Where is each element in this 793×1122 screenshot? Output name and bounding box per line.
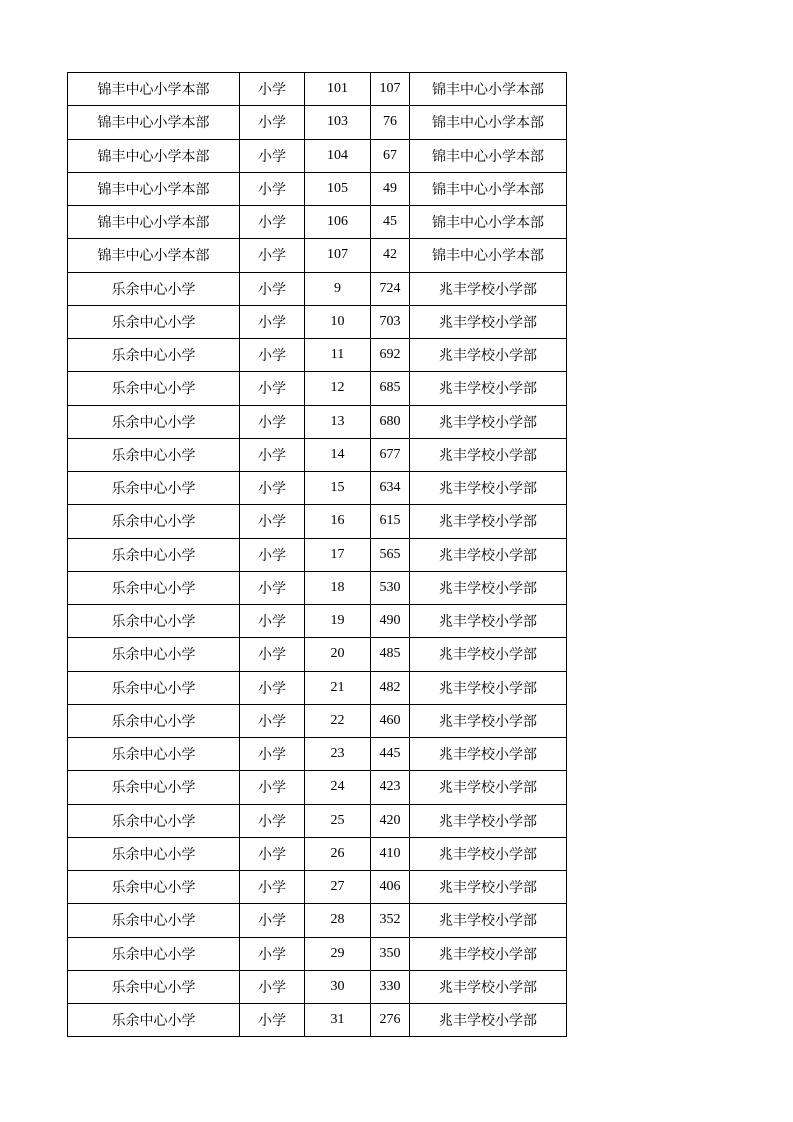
count-cell: 350 <box>371 937 410 970</box>
school-cell: 乐余中心小学 <box>68 339 240 372</box>
level-cell: 小学 <box>240 339 305 372</box>
count-cell: 482 <box>371 671 410 704</box>
assigned-school-cell: 兆丰学校小学部 <box>410 372 567 405</box>
level-cell: 小学 <box>240 704 305 737</box>
rank-cell: 27 <box>305 871 371 904</box>
rank-cell: 18 <box>305 571 371 604</box>
rank-cell: 11 <box>305 339 371 372</box>
count-cell: 703 <box>371 305 410 338</box>
rank-cell: 10 <box>305 305 371 338</box>
rank-cell: 23 <box>305 738 371 771</box>
count-cell: 76 <box>371 106 410 139</box>
level-cell: 小学 <box>240 505 305 538</box>
assigned-school-cell: 兆丰学校小学部 <box>410 272 567 305</box>
assigned-school-cell: 兆丰学校小学部 <box>410 405 567 438</box>
assigned-school-cell: 兆丰学校小学部 <box>410 1004 567 1037</box>
level-cell: 小学 <box>240 472 305 505</box>
count-cell: 352 <box>371 904 410 937</box>
rank-cell: 19 <box>305 605 371 638</box>
level-cell: 小学 <box>240 1004 305 1037</box>
level-cell: 小学 <box>240 172 305 205</box>
school-cell: 乐余中心小学 <box>68 305 240 338</box>
count-cell: 45 <box>371 206 410 239</box>
count-cell: 330 <box>371 970 410 1003</box>
count-cell: 67 <box>371 139 410 172</box>
school-cell: 乐余中心小学 <box>68 937 240 970</box>
count-cell: 49 <box>371 172 410 205</box>
level-cell: 小学 <box>240 937 305 970</box>
level-cell: 小学 <box>240 871 305 904</box>
count-cell: 460 <box>371 704 410 737</box>
school-cell: 乐余中心小学 <box>68 438 240 471</box>
rank-cell: 104 <box>305 139 371 172</box>
count-cell: 692 <box>371 339 410 372</box>
count-cell: 724 <box>371 272 410 305</box>
assigned-school-cell: 兆丰学校小学部 <box>410 937 567 970</box>
level-cell: 小学 <box>240 272 305 305</box>
assigned-school-cell: 兆丰学校小学部 <box>410 605 567 638</box>
rank-cell: 30 <box>305 970 371 1003</box>
school-cell: 锦丰中心小学本部 <box>68 239 240 272</box>
level-cell: 小学 <box>240 771 305 804</box>
school-cell: 乐余中心小学 <box>68 472 240 505</box>
rank-cell: 101 <box>305 73 371 106</box>
rank-cell: 103 <box>305 106 371 139</box>
school-cell: 乐余中心小学 <box>68 372 240 405</box>
count-cell: 420 <box>371 804 410 837</box>
level-cell: 小学 <box>240 538 305 571</box>
rank-cell: 106 <box>305 206 371 239</box>
assigned-school-cell: 兆丰学校小学部 <box>410 771 567 804</box>
rank-cell: 105 <box>305 172 371 205</box>
assigned-school-cell: 兆丰学校小学部 <box>410 505 567 538</box>
level-cell: 小学 <box>240 206 305 239</box>
school-cell: 乐余中心小学 <box>68 671 240 704</box>
count-cell: 565 <box>371 538 410 571</box>
school-cell: 乐余中心小学 <box>68 771 240 804</box>
table-row <box>68 871 567 904</box>
level-cell: 小学 <box>240 73 305 106</box>
count-cell: 680 <box>371 405 410 438</box>
rank-cell: 28 <box>305 904 371 937</box>
rank-cell: 29 <box>305 937 371 970</box>
level-cell: 小学 <box>240 405 305 438</box>
table-row <box>68 239 567 272</box>
table-row <box>68 804 567 837</box>
table-row <box>68 538 567 571</box>
table-row <box>68 571 567 604</box>
school-cell: 锦丰中心小学本部 <box>68 172 240 205</box>
assigned-school-cell: 兆丰学校小学部 <box>410 804 567 837</box>
table-row <box>68 172 567 205</box>
assigned-school-cell: 兆丰学校小学部 <box>410 472 567 505</box>
assigned-school-cell: 锦丰中心小学本部 <box>410 239 567 272</box>
school-cell: 乐余中心小学 <box>68 1004 240 1037</box>
table-row <box>68 405 567 438</box>
level-cell: 小学 <box>240 372 305 405</box>
table-row <box>68 1004 567 1037</box>
level-cell: 小学 <box>240 139 305 172</box>
school-cell: 乐余中心小学 <box>68 704 240 737</box>
assigned-school-cell: 锦丰中心小学本部 <box>410 73 567 106</box>
table-row <box>68 738 567 771</box>
table-row <box>68 139 567 172</box>
table-row <box>68 970 567 1003</box>
assigned-school-cell: 锦丰中心小学本部 <box>410 139 567 172</box>
table-row <box>68 272 567 305</box>
school-cell: 乐余中心小学 <box>68 970 240 1003</box>
table-row <box>68 837 567 870</box>
school-cell: 乐余中心小学 <box>68 871 240 904</box>
table-row <box>68 605 567 638</box>
assigned-school-cell: 锦丰中心小学本部 <box>410 106 567 139</box>
table-row <box>68 438 567 471</box>
table-row <box>68 206 567 239</box>
school-cell: 锦丰中心小学本部 <box>68 106 240 139</box>
count-cell: 677 <box>371 438 410 471</box>
assigned-school-cell: 兆丰学校小学部 <box>410 339 567 372</box>
count-cell: 615 <box>371 505 410 538</box>
count-cell: 107 <box>371 73 410 106</box>
table-row <box>68 372 567 405</box>
level-cell: 小学 <box>240 438 305 471</box>
assigned-school-cell: 兆丰学校小学部 <box>410 305 567 338</box>
table-row <box>68 904 567 937</box>
level-cell: 小学 <box>240 239 305 272</box>
assigned-school-cell: 兆丰学校小学部 <box>410 871 567 904</box>
count-cell: 423 <box>371 771 410 804</box>
rank-cell: 20 <box>305 638 371 671</box>
rank-cell: 14 <box>305 438 371 471</box>
rank-cell: 21 <box>305 671 371 704</box>
count-cell: 445 <box>371 738 410 771</box>
assigned-school-cell: 兆丰学校小学部 <box>410 738 567 771</box>
rank-cell: 24 <box>305 771 371 804</box>
rank-cell: 22 <box>305 704 371 737</box>
school-cell: 乐余中心小学 <box>68 405 240 438</box>
assigned-school-cell: 兆丰学校小学部 <box>410 571 567 604</box>
school-cell: 乐余中心小学 <box>68 605 240 638</box>
count-cell: 276 <box>371 1004 410 1037</box>
level-cell: 小学 <box>240 904 305 937</box>
school-cell: 乐余中心小学 <box>68 571 240 604</box>
count-cell: 42 <box>371 239 410 272</box>
level-cell: 小学 <box>240 605 305 638</box>
count-cell: 485 <box>371 638 410 671</box>
table-row <box>68 638 567 671</box>
rank-cell: 26 <box>305 837 371 870</box>
assigned-school-cell: 兆丰学校小学部 <box>410 837 567 870</box>
assigned-school-cell: 兆丰学校小学部 <box>410 538 567 571</box>
table-row <box>68 339 567 372</box>
rank-cell: 31 <box>305 1004 371 1037</box>
school-cell: 乐余中心小学 <box>68 505 240 538</box>
level-cell: 小学 <box>240 106 305 139</box>
school-cell: 锦丰中心小学本部 <box>68 73 240 106</box>
level-cell: 小学 <box>240 837 305 870</box>
count-cell: 406 <box>371 871 410 904</box>
assigned-school-cell: 兆丰学校小学部 <box>410 970 567 1003</box>
school-cell: 乐余中心小学 <box>68 904 240 937</box>
table-row <box>68 305 567 338</box>
assigned-school-cell: 兆丰学校小学部 <box>410 671 567 704</box>
school-cell: 乐余中心小学 <box>68 538 240 571</box>
rank-cell: 15 <box>305 472 371 505</box>
level-cell: 小学 <box>240 804 305 837</box>
table-row <box>68 937 567 970</box>
count-cell: 685 <box>371 372 410 405</box>
table-row <box>68 771 567 804</box>
school-cell: 乐余中心小学 <box>68 638 240 671</box>
rank-cell: 9 <box>305 272 371 305</box>
level-cell: 小学 <box>240 638 305 671</box>
assigned-school-cell: 锦丰中心小学本部 <box>410 206 567 239</box>
rank-cell: 25 <box>305 804 371 837</box>
count-cell: 530 <box>371 571 410 604</box>
level-cell: 小学 <box>240 738 305 771</box>
level-cell: 小学 <box>240 970 305 1003</box>
rank-cell: 16 <box>305 505 371 538</box>
level-cell: 小学 <box>240 305 305 338</box>
assigned-school-cell: 兆丰学校小学部 <box>410 438 567 471</box>
table-row <box>68 106 567 139</box>
rank-cell: 17 <box>305 538 371 571</box>
school-cell: 乐余中心小学 <box>68 837 240 870</box>
level-cell: 小学 <box>240 671 305 704</box>
level-cell: 小学 <box>240 571 305 604</box>
table-row <box>68 704 567 737</box>
rank-cell: 12 <box>305 372 371 405</box>
count-cell: 634 <box>371 472 410 505</box>
school-cell: 锦丰中心小学本部 <box>68 206 240 239</box>
count-cell: 490 <box>371 605 410 638</box>
assigned-school-cell: 锦丰中心小学本部 <box>410 172 567 205</box>
table-row <box>68 505 567 538</box>
school-cell: 乐余中心小学 <box>68 804 240 837</box>
school-cell: 锦丰中心小学本部 <box>68 139 240 172</box>
table-row <box>68 671 567 704</box>
school-cell: 乐余中心小学 <box>68 738 240 771</box>
table-body <box>68 73 567 1037</box>
rank-cell: 107 <box>305 239 371 272</box>
table-row <box>68 73 567 106</box>
assigned-school-cell: 兆丰学校小学部 <box>410 638 567 671</box>
data-table <box>67 72 567 1037</box>
count-cell: 410 <box>371 837 410 870</box>
school-cell: 乐余中心小学 <box>68 272 240 305</box>
assigned-school-cell: 兆丰学校小学部 <box>410 904 567 937</box>
rank-cell: 13 <box>305 405 371 438</box>
table-row <box>68 472 567 505</box>
assigned-school-cell: 兆丰学校小学部 <box>410 704 567 737</box>
